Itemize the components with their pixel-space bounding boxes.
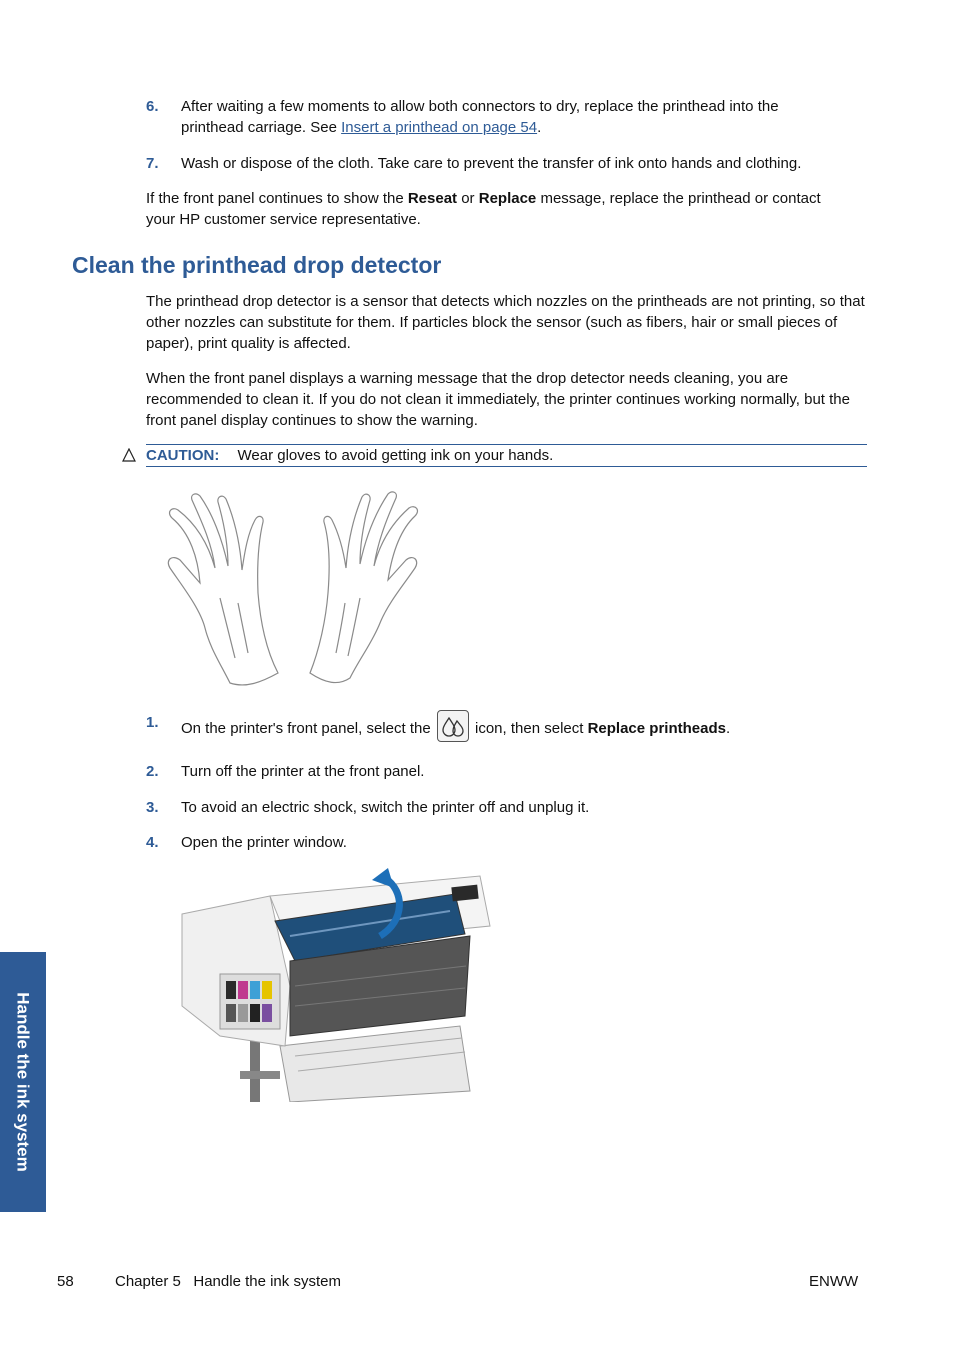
step-text: To avoid an electric shock, switch the printer off and unplug it. xyxy=(181,799,590,816)
step-number: 3. xyxy=(146,799,159,816)
caution-row xyxy=(146,445,553,466)
replace-label: Replace xyxy=(478,190,537,207)
step-number: 2. xyxy=(146,763,159,780)
text: icon, then select xyxy=(470,719,588,737)
step-text xyxy=(181,96,871,138)
step-text: Wash or dispose of the cloth. Take care to prevent the transfer of ink onto hands and clothing. xyxy=(181,155,802,172)
caution-label: CAUTION: xyxy=(146,447,220,464)
replace-printheads-label: Replace printheads xyxy=(587,719,726,737)
text: message, replace the printhead or contact xyxy=(536,190,821,207)
chapter-side-tab xyxy=(0,952,46,1212)
step-text-end: . xyxy=(537,119,542,136)
printer-illustration xyxy=(180,866,492,1102)
gloves-illustration xyxy=(160,488,430,693)
step-number: 7. xyxy=(146,155,159,172)
page-number: 58 xyxy=(57,1273,74,1290)
section-title: Clean the printhead drop detector xyxy=(72,252,442,278)
text: . xyxy=(725,719,731,737)
reseat-label: Reseat xyxy=(407,190,458,207)
drop-detector-description: The printhead drop detector is a sensor that detects which nozzles on the printheads are not printing, so that other nozzles can substitute for them. If particles block the sensor (such as fibers, hair or small pieces of paper), print quality is affected. xyxy=(146,293,865,352)
text: If the front panel continues to show the xyxy=(146,190,408,207)
step-text: Open the printer window. xyxy=(181,834,347,851)
step-text-line: printhead carriage. See xyxy=(181,119,342,136)
insert-printhead-link[interactable]: Insert a printhead on page 54 xyxy=(341,119,538,136)
warning-description: When the front panel displays a warning message that the drop detector needs cleaning, you are recommended to clean it. If you do not clean it immediately, the printer continues working normally, but the front panel display continues to show the warning. xyxy=(146,370,850,429)
footer-chapter: Chapter 5 Handle the ink system xyxy=(115,1273,341,1290)
text: On the printer's front panel, select the xyxy=(181,719,435,737)
footer-enww: ENWW xyxy=(809,1273,859,1290)
step-number: 1. xyxy=(146,714,159,731)
step-text: Turn off the printer at the front panel. xyxy=(181,763,425,780)
text: or xyxy=(457,190,479,207)
step-number: 4. xyxy=(146,834,159,851)
side-tab-label: Handle the ink system xyxy=(13,992,33,1172)
reseat-paragraph xyxy=(146,188,871,230)
caution-text: Wear gloves to avoid getting ink on your hands. xyxy=(237,447,554,464)
step-text xyxy=(181,716,871,742)
caution-triangle-icon xyxy=(122,447,136,461)
text: your HP customer service representative. xyxy=(146,211,421,228)
step-text-line: After waiting a few moments to allow both connectors to dry, replace the printhead into the xyxy=(181,98,779,115)
ink-drops-icon[interactable] xyxy=(437,710,469,742)
step-number: 6. xyxy=(146,98,159,115)
